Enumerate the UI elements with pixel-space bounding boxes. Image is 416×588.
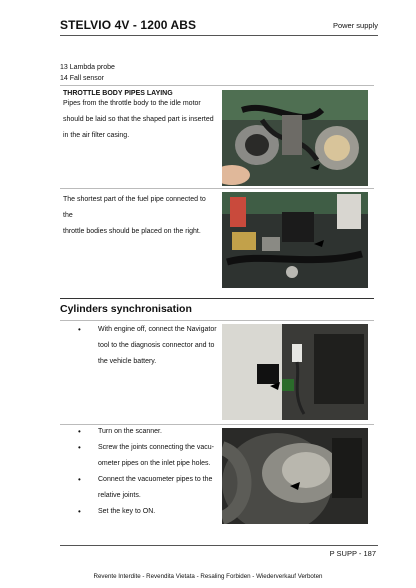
throttle-body-photo [222,90,368,186]
page-header [60,18,378,36]
step-line: tool to the diagnosis connector and to [98,342,215,349]
step-line: Screw the joints connecting the vacu- [98,444,214,451]
step-1-list [78,322,218,370]
legend-item-14: 14 Fall sensor [60,75,104,82]
footer-divider [60,545,378,546]
page-number: P SUPP - 187 [329,549,376,558]
list-item [78,322,218,370]
section-divider [60,298,374,299]
bullet-icon: • [78,325,81,334]
legal-notice: Revente Interdite - Revendita Vietata - Resaling Forbiden - Wiederverkauf Verboten [93,573,323,580]
step-line: With engine off, connect the Navigator [98,326,217,333]
throttle-heading: THROTTLE BODY PIPES LAYING [63,90,173,97]
step-line: Set the key to ON. [98,508,156,515]
step-line: relative joints. [98,492,141,499]
bullet-icon: • [78,507,81,516]
bullet-icon: • [78,443,81,452]
navigator-connection-photo [222,324,368,420]
step-line: Turn on the scanner. [98,428,162,435]
bullet-icon: • [78,475,81,484]
list-item [78,440,218,472]
section-title: Cylinders synchronisation [60,303,192,315]
row-divider [60,85,374,86]
row-divider [60,188,374,189]
list-item [78,472,218,504]
throttle-instructions [63,96,215,144]
step-line: the vehicle battery. [98,358,157,365]
vacuometer-photo [222,428,368,524]
document-title: STELVIO 4V - 1200 ABS [60,18,197,32]
fuel-pipe-instructions [63,192,215,240]
bullet-icon: • [78,427,81,436]
row-divider [60,320,374,321]
list-item [78,424,218,440]
step-2-list [78,424,218,520]
list-item [78,504,218,520]
throttle-line: Pipes from the throttle body to the idle motor [63,100,201,107]
step-line: ometer pipes on the inlet pipe holes. [98,460,211,467]
legend-item-13: 13 Lambda probe [60,64,115,71]
throttle-line: should be laid so that the shaped part is inserted [63,116,214,123]
fuel-line: throttle bodies should be placed on the right. [63,228,201,235]
fuel-pipe-photo [222,192,368,288]
section-name: Power supply [332,21,378,30]
fuel-line: The shortest part of the fuel pipe connected to the [63,196,206,219]
step-line: Connect the vacuometer pipes to the [98,476,213,483]
throttle-line: in the air filter casing. [63,132,130,139]
